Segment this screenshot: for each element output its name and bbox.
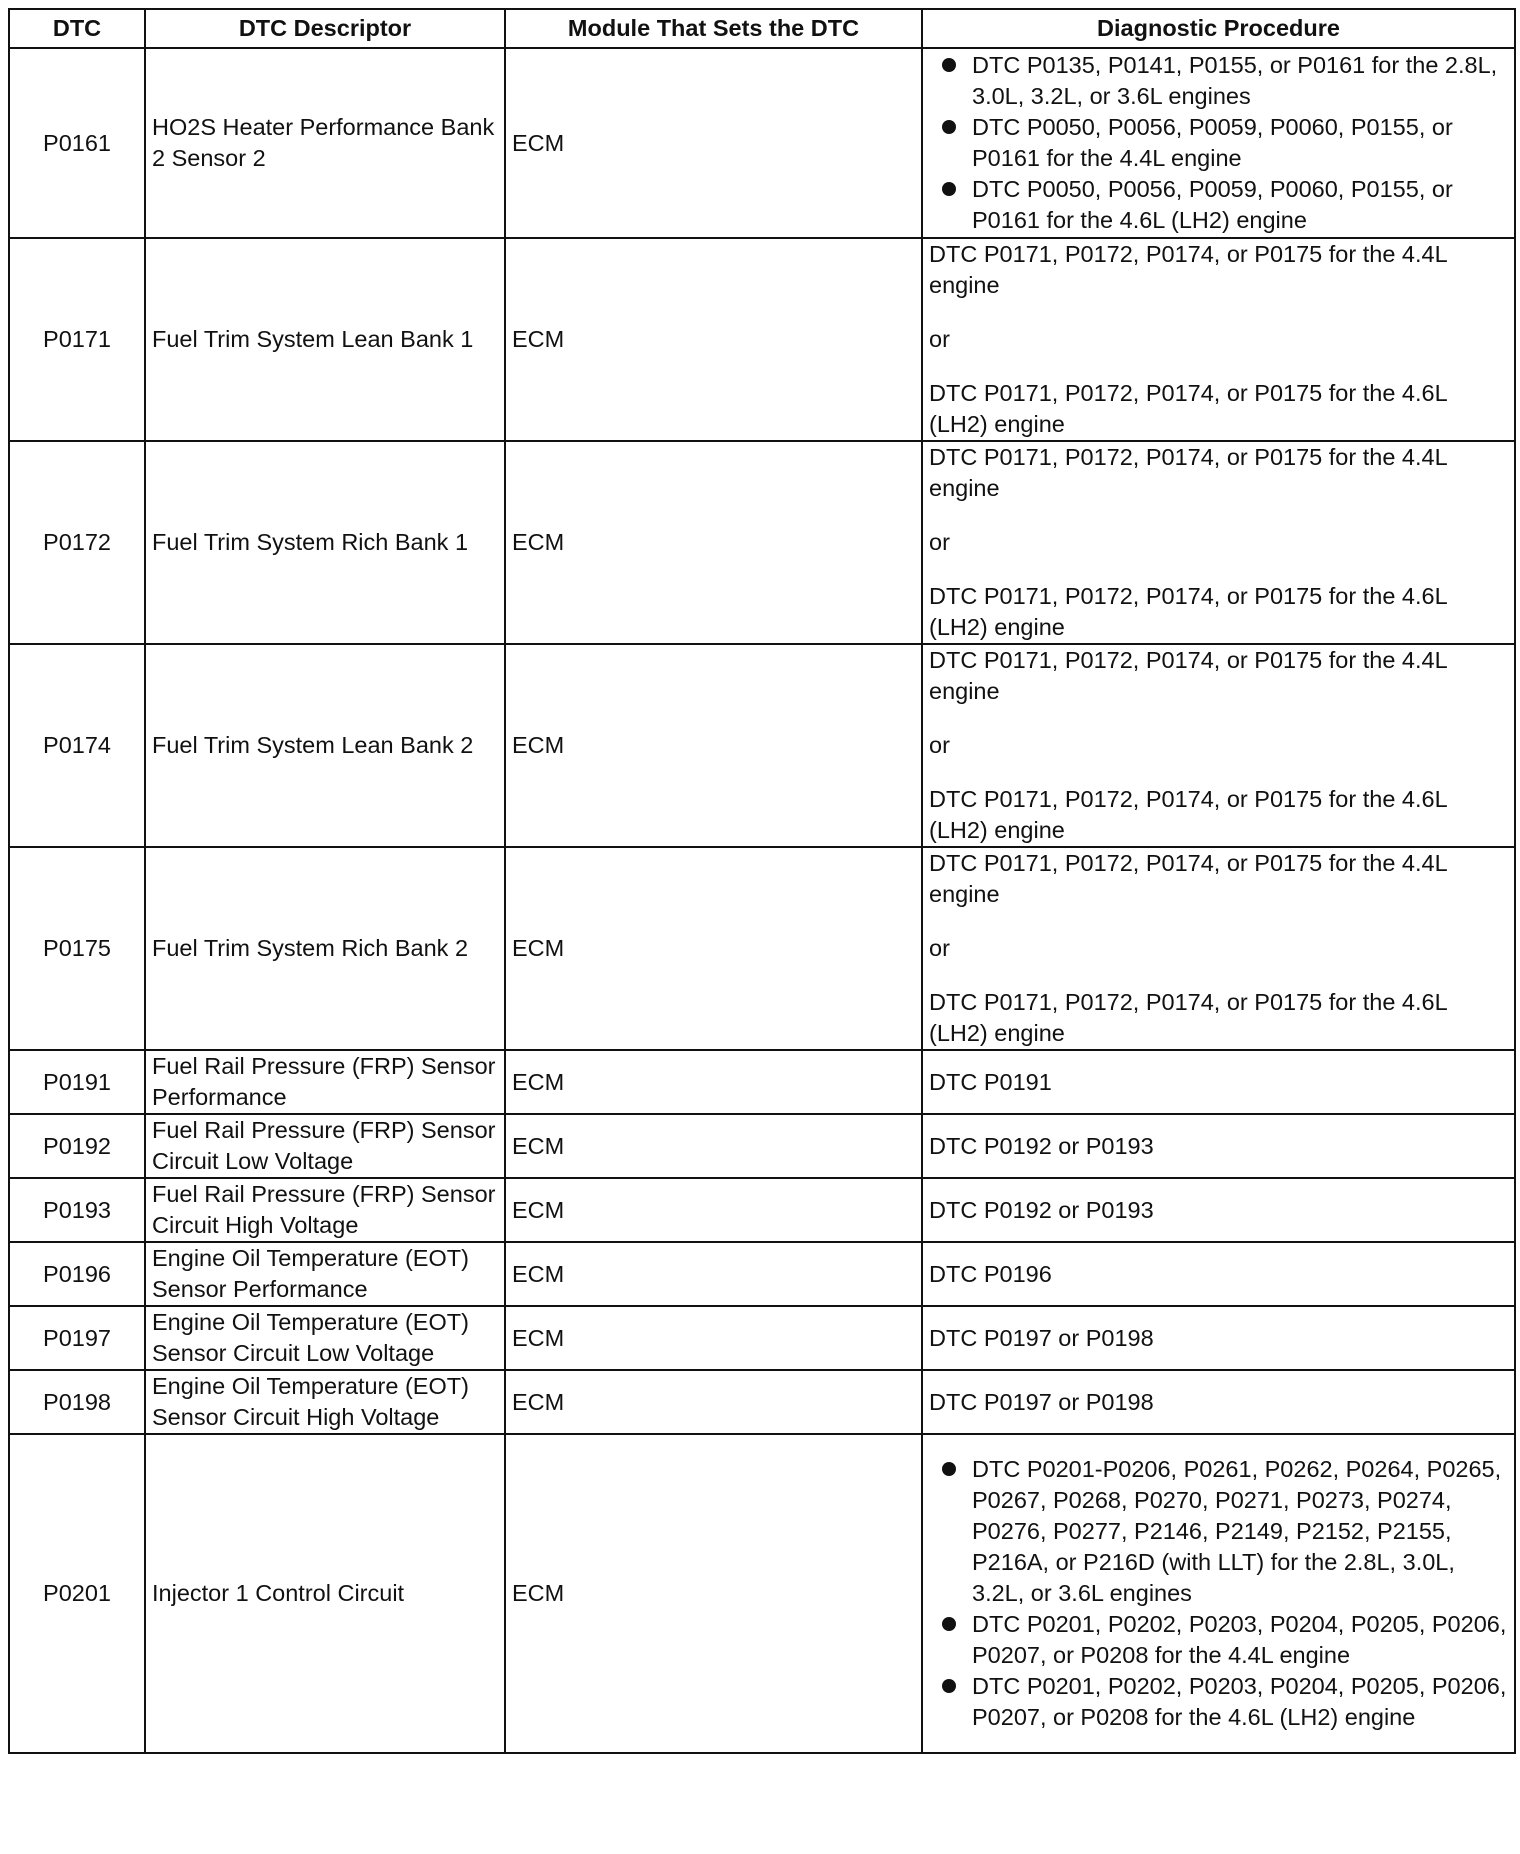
- procedure-link[interactable]: DTC P0171, P0172, P0174, or P0175 for the 4.4L engine: [929, 444, 1447, 501]
- module: ECM: [505, 238, 922, 441]
- table-row: [9, 1114, 1515, 1178]
- dtc-descriptor: Engine Oil Temperature (EOT) Sensor Circuit Low Voltage: [145, 1306, 505, 1370]
- procedure-list-item: [972, 50, 1508, 112]
- procedure-link[interactable]: DTC P0197 or P0198: [929, 1324, 1154, 1351]
- diagnostic-procedure: [922, 238, 1515, 441]
- table-row: [9, 1306, 1515, 1370]
- module: ECM: [505, 644, 922, 847]
- procedure-link[interactable]: DTC P0171, P0172, P0174, or P0175 for the 4.4L engine: [929, 241, 1447, 298]
- procedure-list-item: [972, 1454, 1508, 1609]
- bullet-icon: [942, 1462, 956, 1476]
- procedure-link[interactable]: DTC P0050, P0056, P0059, P0060, P0155, or P0161 for the 4.4L engine: [972, 114, 1453, 171]
- dtc-code: P0172: [9, 441, 145, 644]
- procedure-link[interactable]: DTC P0192 or P0193: [929, 1132, 1154, 1159]
- diagnostic-procedure: [922, 644, 1515, 847]
- dtc-code: P0161: [9, 48, 145, 238]
- dtc-code: P0201: [9, 1434, 145, 1753]
- diagnostic-procedure: [922, 1050, 1515, 1114]
- bullet-icon: [942, 1617, 956, 1631]
- diagnostic-procedure: [922, 847, 1515, 1050]
- module: ECM: [505, 1050, 922, 1114]
- table-row: [9, 1050, 1515, 1114]
- procedure-list: [929, 50, 1508, 236]
- procedure-link[interactable]: DTC P0201, P0202, P0203, P0204, P0205, P0206, P0207, or P0208 for the 4.6L (LH2) engine: [972, 1673, 1507, 1730]
- procedure-link[interactable]: DTC P0171, P0172, P0174, or P0175 for the 4.6L (LH2) engine: [929, 583, 1447, 640]
- procedure-link[interactable]: DTC P0171, P0172, P0174, or P0175 for the 4.6L (LH2) engine: [929, 380, 1447, 437]
- procedure-link[interactable]: DTC P0191: [929, 1068, 1052, 1095]
- table-row: [9, 238, 1515, 441]
- dtc-descriptor: Injector 1 Control Circuit: [145, 1434, 505, 1753]
- dtc-code: P0193: [9, 1178, 145, 1242]
- dtc-descriptor: Fuel Rail Pressure (FRP) Sensor Circuit High Voltage: [145, 1178, 505, 1242]
- table-row: [9, 1370, 1515, 1434]
- dtc-descriptor: Engine Oil Temperature (EOT) Sensor Circuit High Voltage: [145, 1370, 505, 1434]
- diagnostic-procedure: [922, 1370, 1515, 1434]
- procedure-or: or: [929, 732, 950, 758]
- procedure-link[interactable]: DTC P0201-P0206, P0261, P0262, P0264, P0265, P0267, P0268, P0270, P0271, P0273, P0274, P0276, P0277, P2146, P2149, P2152, P2155, P216A, or P216D (with LLT) for the 2.8L, 3.0L, 3.2L, or 3.6L engines: [972, 1456, 1502, 1606]
- procedure-list: [929, 1454, 1508, 1733]
- module: ECM: [505, 1306, 922, 1370]
- dtc-descriptor: Fuel Rail Pressure (FRP) Sensor Performance: [145, 1050, 505, 1114]
- dtc-code: P0192: [9, 1114, 145, 1178]
- procedure-link[interactable]: DTC P0171, P0172, P0174, or P0175 for the 4.6L (LH2) engine: [929, 989, 1447, 1046]
- dtc-descriptor: Fuel Trim System Rich Bank 1: [145, 441, 505, 644]
- header-procedure: Diagnostic Procedure: [922, 9, 1515, 48]
- table-row: [9, 441, 1515, 644]
- module: ECM: [505, 1242, 922, 1306]
- module: ECM: [505, 1434, 922, 1753]
- procedure-list-item: [972, 112, 1508, 174]
- dtc-descriptor: Fuel Trim System Lean Bank 2: [145, 644, 505, 847]
- procedure-link[interactable]: DTC P0201, P0202, P0203, P0204, P0205, P0206, P0207, or P0208 for the 4.4L engine: [972, 1611, 1507, 1668]
- dtc-code: P0191: [9, 1050, 145, 1114]
- procedure-or: or: [929, 529, 950, 555]
- dtc-descriptor: Fuel Trim System Lean Bank 1: [145, 238, 505, 441]
- dtc-code: P0196: [9, 1242, 145, 1306]
- bullet-icon: [942, 120, 956, 134]
- dtc-code: P0197: [9, 1306, 145, 1370]
- dtc-descriptor: HO2S Heater Performance Bank 2 Sensor 2: [145, 48, 505, 238]
- procedure-list-item: [972, 1609, 1508, 1671]
- table-row: [9, 1242, 1515, 1306]
- dtc-descriptor: Engine Oil Temperature (EOT) Sensor Performance: [145, 1242, 505, 1306]
- table-row: [9, 644, 1515, 847]
- header-dtc: DTC: [9, 9, 145, 48]
- procedure-list-item: [972, 1671, 1508, 1733]
- bullet-icon: [942, 58, 956, 72]
- procedure-or: or: [929, 326, 950, 352]
- procedure-or: or: [929, 935, 950, 961]
- dtc-code: P0175: [9, 847, 145, 1050]
- header-row: [9, 9, 1515, 48]
- procedure-link[interactable]: DTC P0196: [929, 1260, 1052, 1287]
- module: ECM: [505, 847, 922, 1050]
- module: ECM: [505, 441, 922, 644]
- dtc-code: P0171: [9, 238, 145, 441]
- module: ECM: [505, 48, 922, 238]
- bullet-icon: [942, 1679, 956, 1693]
- diagnostic-procedure: [922, 1178, 1515, 1242]
- dtc-descriptor: Fuel Trim System Rich Bank 2: [145, 847, 505, 1050]
- dtc-code: P0174: [9, 644, 145, 847]
- diagnostic-procedure: [922, 1306, 1515, 1370]
- module: ECM: [505, 1114, 922, 1178]
- bullet-icon: [942, 182, 956, 196]
- table-row: [9, 48, 1515, 238]
- dtc-descriptor: Fuel Rail Pressure (FRP) Sensor Circuit Low Voltage: [145, 1114, 505, 1178]
- procedure-list-item: [972, 174, 1508, 236]
- diagnostic-procedure: [922, 1242, 1515, 1306]
- procedure-link[interactable]: DTC P0050, P0056, P0059, P0060, P0155, or P0161 for the 4.6L (LH2) engine: [972, 176, 1453, 233]
- diagnostic-procedure: [922, 1114, 1515, 1178]
- procedure-link[interactable]: DTC P0197 or P0198: [929, 1388, 1154, 1415]
- procedure-link[interactable]: DTC P0171, P0172, P0174, or P0175 for the 4.4L engine: [929, 647, 1447, 704]
- procedure-link[interactable]: DTC P0171, P0172, P0174, or P0175 for the 4.4L engine: [929, 850, 1447, 907]
- dtc-table: [8, 8, 1516, 1754]
- table-row: [9, 1178, 1515, 1242]
- diagnostic-procedure: [922, 1434, 1515, 1753]
- module: ECM: [505, 1178, 922, 1242]
- procedure-link[interactable]: DTC P0171, P0172, P0174, or P0175 for the 4.6L (LH2) engine: [929, 786, 1447, 843]
- header-module: Module That Sets the DTC: [505, 9, 922, 48]
- dtc-code: P0198: [9, 1370, 145, 1434]
- procedure-link[interactable]: DTC P0192 or P0193: [929, 1196, 1154, 1223]
- diagnostic-procedure: [922, 441, 1515, 644]
- table-row: [9, 847, 1515, 1050]
- diagnostic-procedure: [922, 48, 1515, 238]
- module: ECM: [505, 1370, 922, 1434]
- header-descriptor: DTC Descriptor: [145, 9, 505, 48]
- table-row: [9, 1434, 1515, 1753]
- procedure-link[interactable]: DTC P0135, P0141, P0155, or P0161 for the 2.8L, 3.0L, 3.2L, or 3.6L engines: [972, 52, 1498, 109]
